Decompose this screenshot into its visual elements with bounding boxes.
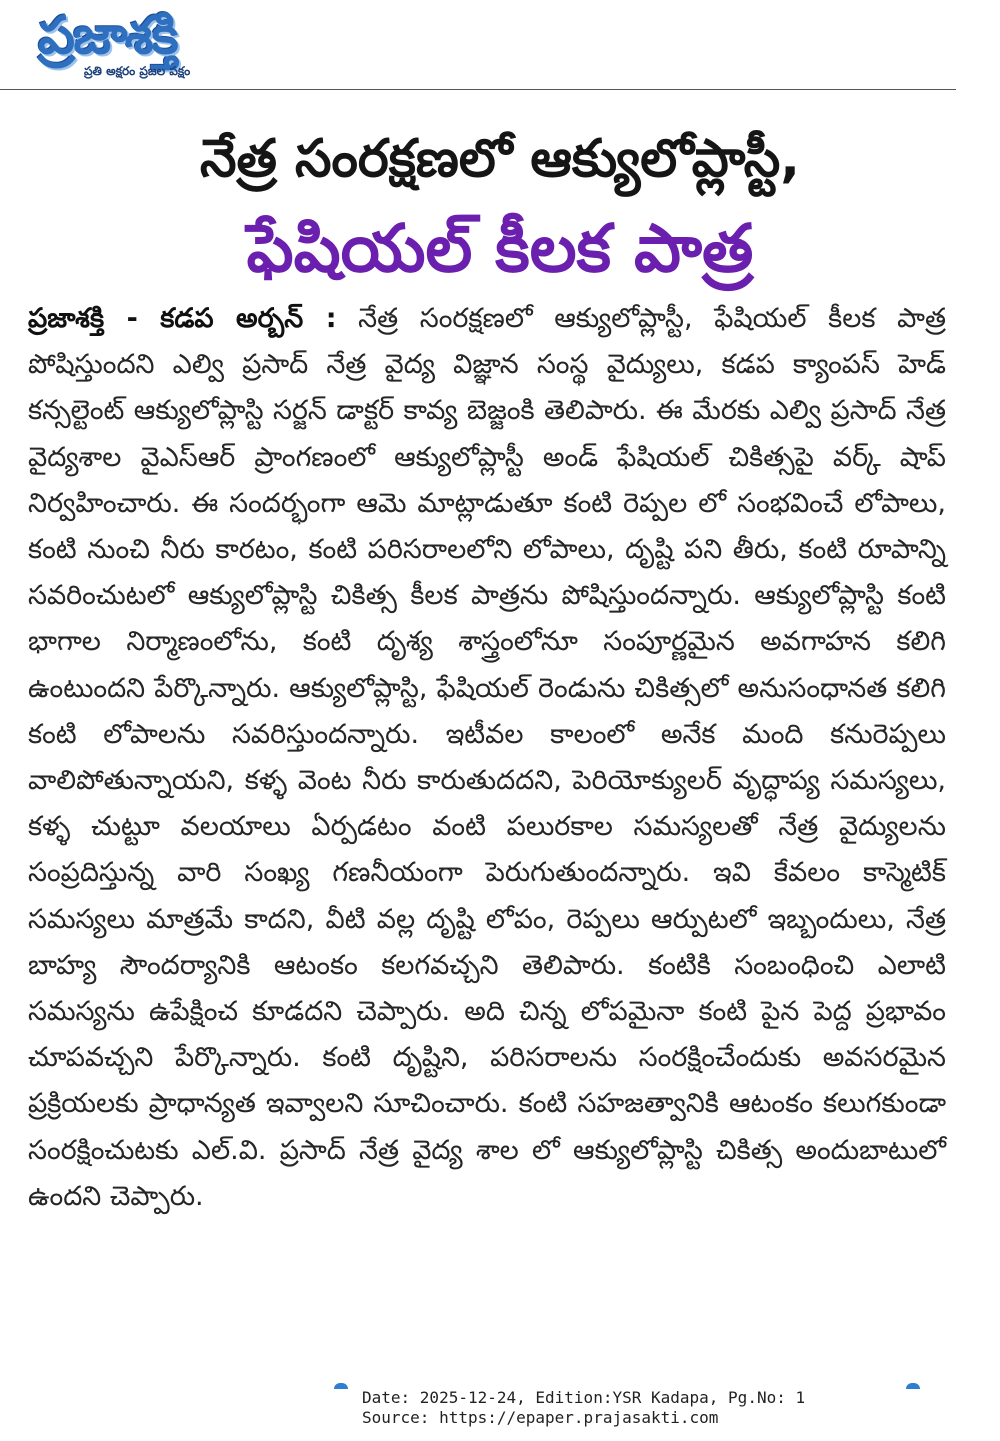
newspaper-logo: ప్రజాశక్తి bbox=[38, 6, 177, 66]
headline-line-1: నేత్ర సంరక్షణలో ఆక్యులోప్లాస్టీ, bbox=[199, 129, 801, 189]
page-footer bbox=[362, 1388, 805, 1428]
newspaper-tagline: ప్రతి అక్షరం ప్రజల పక్షం bbox=[84, 64, 191, 78]
article-dateline: ప్రజాశక్తి - కడప అర్బన్ : bbox=[28, 303, 337, 334]
decorative-dot-right bbox=[906, 1383, 920, 1389]
headline-line-2: ఫేషియల్ కీలక పాత్ర bbox=[246, 210, 754, 287]
masthead-divider bbox=[0, 89, 956, 90]
masthead bbox=[0, 0, 1000, 90]
decorative-dot-left bbox=[334, 1383, 348, 1389]
footer-date-line: Date: 2025-12-24, Edition:YSR Kadapa, Pg.No: 1 bbox=[362, 1388, 806, 1407]
article-body bbox=[28, 296, 946, 1220]
footer-source-line: Source: https://epaper.prajasakti.com bbox=[362, 1408, 719, 1427]
article-text: నేత్ర సంరక్షణలో ఆక్యులోప్లాస్టీ, ఫేషియల్ కీలక పాత్ర పోషిస్తుందని ఎల్వి ప్రసాద్ నేత్ర వైద్య విజ్ఞాన సంస్థ వైద్యులు, కడప క్యాంపస్ హెడ్ కన్సల్టెంట్ ఆక్యులోప్లాస్టి సర్జన్ డాక్టర్ కావ్య బెజ్జంకి తెలిపారు. ఈ మేరకు ఎల్వి ప్రసాద్ నేత్ర వైద్యశాల వైఎస్ఆర్ ప్రాంగణంలో ఆక్యులోప్లాస్టీ అండ్ ఫేషియల్ చికిత్సపై వర్క్ షాప్ నిర్వహించారు. ఈ సందర్భంగా ఆమె మాట్లాడుతూ కంటి రెప్పల లో సంభవించే లోపాలు, కంటి నుంచి నీరు కారటం, కంటి పరిసరాలలోని లోపాలు, దృష్టి పని తీరు, కంటి రూపాన్ని సవరించుటలో ఆక్యులోప్లాస్టి చికిత్స కీలక పాత్రను పోషిస్తుందన్నారు. ఆక్యులోప్లాస్టి కంటి భాగాల నిర్మాణంలోను, కంటి దృశ్య శాస్త్రంలోనూ సంపూర్ణమైన అవగాహన కలిగి ఉంటుందని పేర్కొన్నారు. ఆక్యులోప్లాస్టి, ఫేషియల్ రెండును చికిత్సలో అనుసంధానత కలిగి కంటి లోపాలను సవరిస్తుందన్నారు. ఇటీవల కాలంలో అనేక మంది కనురెప్పలు వాలిపోతున్నాయని, కళ్ళ వెంట నీరు కారుతుదదని, పెరియోక్యులర్ వృద్ధాప్య సమస్యలు, కళ్ళ చుట్టూ వలయాలు ఏర్పడటం వంటి పలురకాల సమస్యలతో నేత్ర వైద్యులను సంప్రదిస్తున్న వారి సంఖ్య గణనీయంగా పెరుగుతుందన్నారు. ఇవి కేవలం కాస్మెటిక్ సమస్యలు మాత్రమే కాదని, వీటి వల్ల దృష్టి లోపం, రెప్పలు ఆర్పుటలో ఇబ్బందులు, నేత్ర బాహ్య సౌందర్యానికి ఆటంకం కలగవచ్చని తెలిపారు. కంటికి సంబంధించి ఎలాటి సమస్యను ఉపేక్షించ కూడదని చెప్పారు. అది చిన్న లోపమైనా కంటి పైన పెద్ద ప్రభావం చూపవచ్చని పేర్కొన్నారు. కంటి దృష్టిని, పరిసరాలను సంరక్షించేందుకు అవసరమైన ప్రక్రియలకు ప్రాధాన్యత ఇవ్వాలని సూచించారు. కంటి సహజత్వానికి ఆటంకం కలుగకుండా సంరక్షించుటకు ఎల్.వి. ప్రసాద్ నేత్ర వైద్య శాల లో ఆక్యులోప్లాస్టి చికిత్స అందుబాటులో ఉందని చెప్పారు. bbox=[28, 303, 947, 1212]
